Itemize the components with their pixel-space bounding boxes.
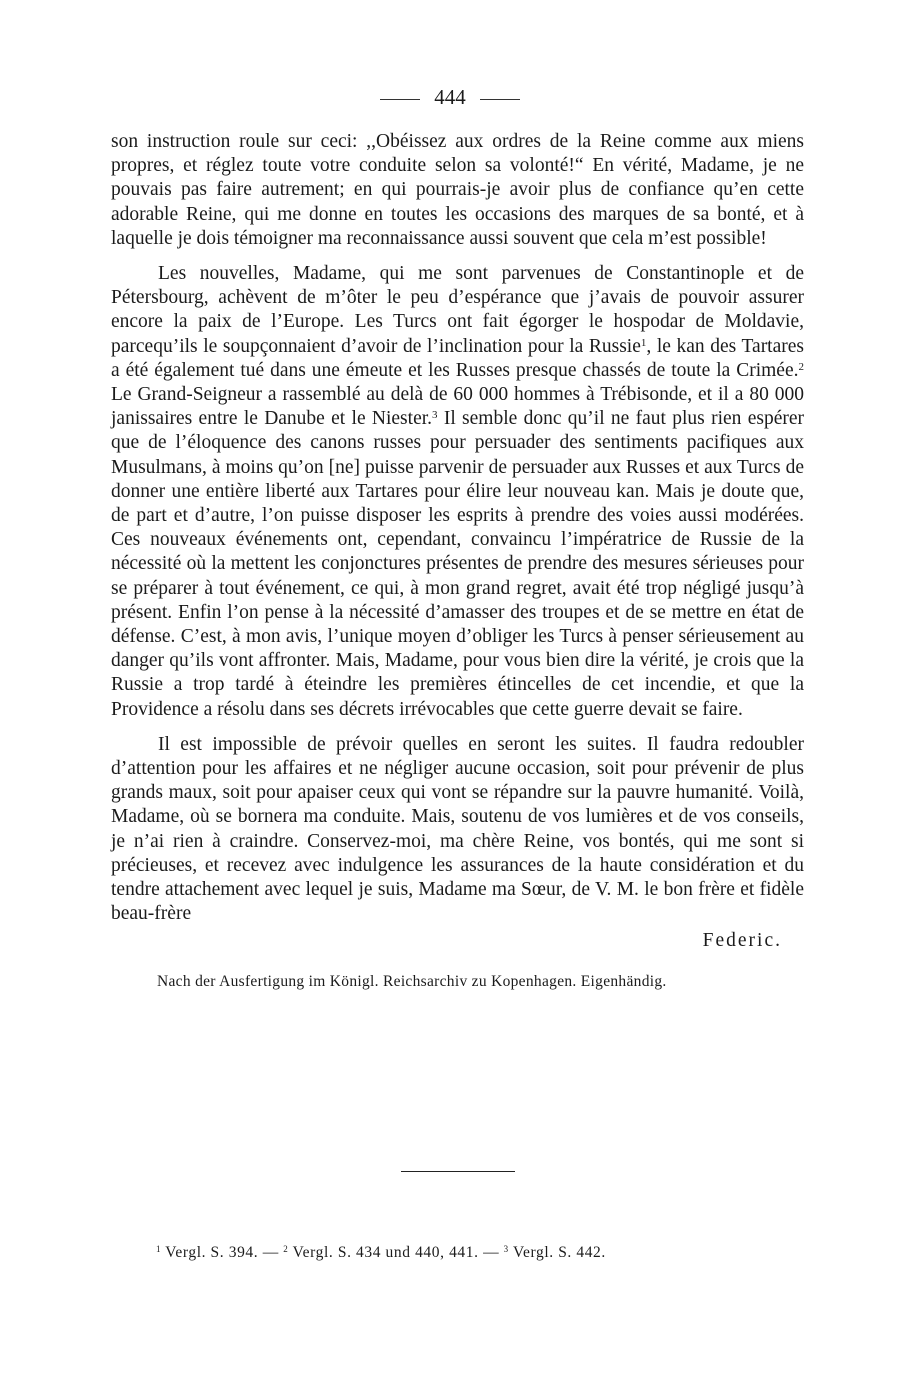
- footnote-ref-3: 3: [432, 409, 438, 422]
- footnote-text-3: Vergl. S. 442.: [508, 1244, 606, 1261]
- header-rule-right: [480, 99, 520, 100]
- source-note: Nach der Ausfertigung im Königl. Reichsarchiv zu Kopenhagen. Eigenhändig.: [157, 972, 667, 990]
- page-number-header: [0, 84, 900, 110]
- paragraph-3: Il est impossible de prévoir quelles en seront les suites. Il faudra redoubler d’attention pour les affaires et ne négliger aucune occasion, soit pour prévenir de plus grands maux, soit pour apaiser ceux qui vont se répandre sur la pauvre humanité. Voilà, Madame, où se bornera ma conduite. Mais, soutenu de vos lumières et de vos conseils, je n’ai rien à craindre. Conservez-moi, ma chère Reine, vos bontés, qui me sont si précieuses, et recevez avec indulgence les assurances de la haute considération et du tendre attachement avec lequel je suis, Madame ma Sœur, de V. M. le bon frère et fidèle beau-frère: [111, 733, 804, 925]
- footnote-text-1: Vergl. S. 394. —: [161, 1244, 284, 1261]
- paragraph-2-part-3: Le Grand-Seigneur a rassemblé au delà de 60 000 hommes à Trébisonde, et il a 80 000 janissaires entre le Danube et le Niester.: [111, 384, 804, 430]
- header-rule-left: [380, 99, 420, 100]
- signature: Federic.: [702, 929, 782, 951]
- paragraph-2-part-1: Les nouvelles, Madame, qui me sont parvenues de Constantinople et de Pétersbourg, achèvent de m’ôter le peu d’espérance que j’avais de pouvoir assurer encore la paix de l’Europe. Les Turcs ont fait égorger le hospodar de Moldavie, parcequ’ils le soupçonnaient d’avoir de l’inclination pour la Russie: [111, 263, 804, 357]
- footnote-1: [156, 1244, 283, 1261]
- page-number: 444: [434, 85, 466, 109]
- paragraph-2-part-2: , le kan des Tartares a été également tué dans une émeute et les Russes presque chassés de toute la Crimée.: [111, 335, 804, 381]
- footnote-ref-2: 2: [798, 360, 804, 373]
- footnote-text-2: Vergl. S. 434 und 440, 441. —: [288, 1244, 504, 1261]
- letter-body: [111, 130, 804, 992]
- footnote-ref-1: 1: [640, 336, 647, 349]
- footnote-2: [283, 1244, 503, 1261]
- paragraph-2: [111, 262, 804, 722]
- footnote-3: [504, 1244, 606, 1261]
- footnote-mark-3: 3: [503, 1244, 509, 1254]
- paragraph-2-part-4: Il semble donc qu’il ne faut plus rien espérer que de l’éloquence des canons russes pour persuader des sentiments pacifiques aux Musulmans, à moins qu’on [ne] puisse parvenir de persuader aux Russes et aux Turcs de donner une entière liberté aux Tartares pour élire leur nouveau kan. Mais je doute que, de part et d’autre, l’on puisse disposer les esprits à prendre des voies aussi modérées. Ces nouveaux événements ont, cependant, convaincu l’impératrice de Russie de la nécessité où la mettent les conjonctures présentes de prendre des mesures sérieuses pour se préparer à tout événement, ce qui, à mon grand regret, avait été trop négligé jusqu’à présent. Enfin l’on pense à la nécessité d’amasser des troupes et de se mettre en état de défense. C’est, à mon avis, l’unique moyen d’obliger les Turcs à penser sérieusement au danger qu’ils vont affronter. Mais, Madame, pour vous bien dire la vérité, je crois que la Russie a trop tardé à éteindre les premières étincelles de cet incendie, et que la Providence a résolu dans ses décrets irrévocables que cette guerre devait se faire.: [111, 408, 804, 720]
- footnotes: [156, 1242, 796, 1264]
- paragraph-1: son instruction roule sur ceci: ,,Obéissez aux ordres de la Reine comme aux miens propres, et réglez toute votre conduite selon sa volonté!“ En vérité, Madame, je ne pouvais pas faire autrement; en qui pourrais-je avoir plus de confiance qu’en cette adorable Reine, qui me donne en toutes les occasions des marques de sa bonté, et à laquelle je dois témoigner ma reconnaissance aussi souvent que cela m’est possible!: [111, 131, 804, 249]
- footnote-mark-1: 1: [156, 1244, 162, 1254]
- footnote-separator: [401, 1171, 515, 1172]
- footnote-mark-2: 2: [283, 1244, 289, 1254]
